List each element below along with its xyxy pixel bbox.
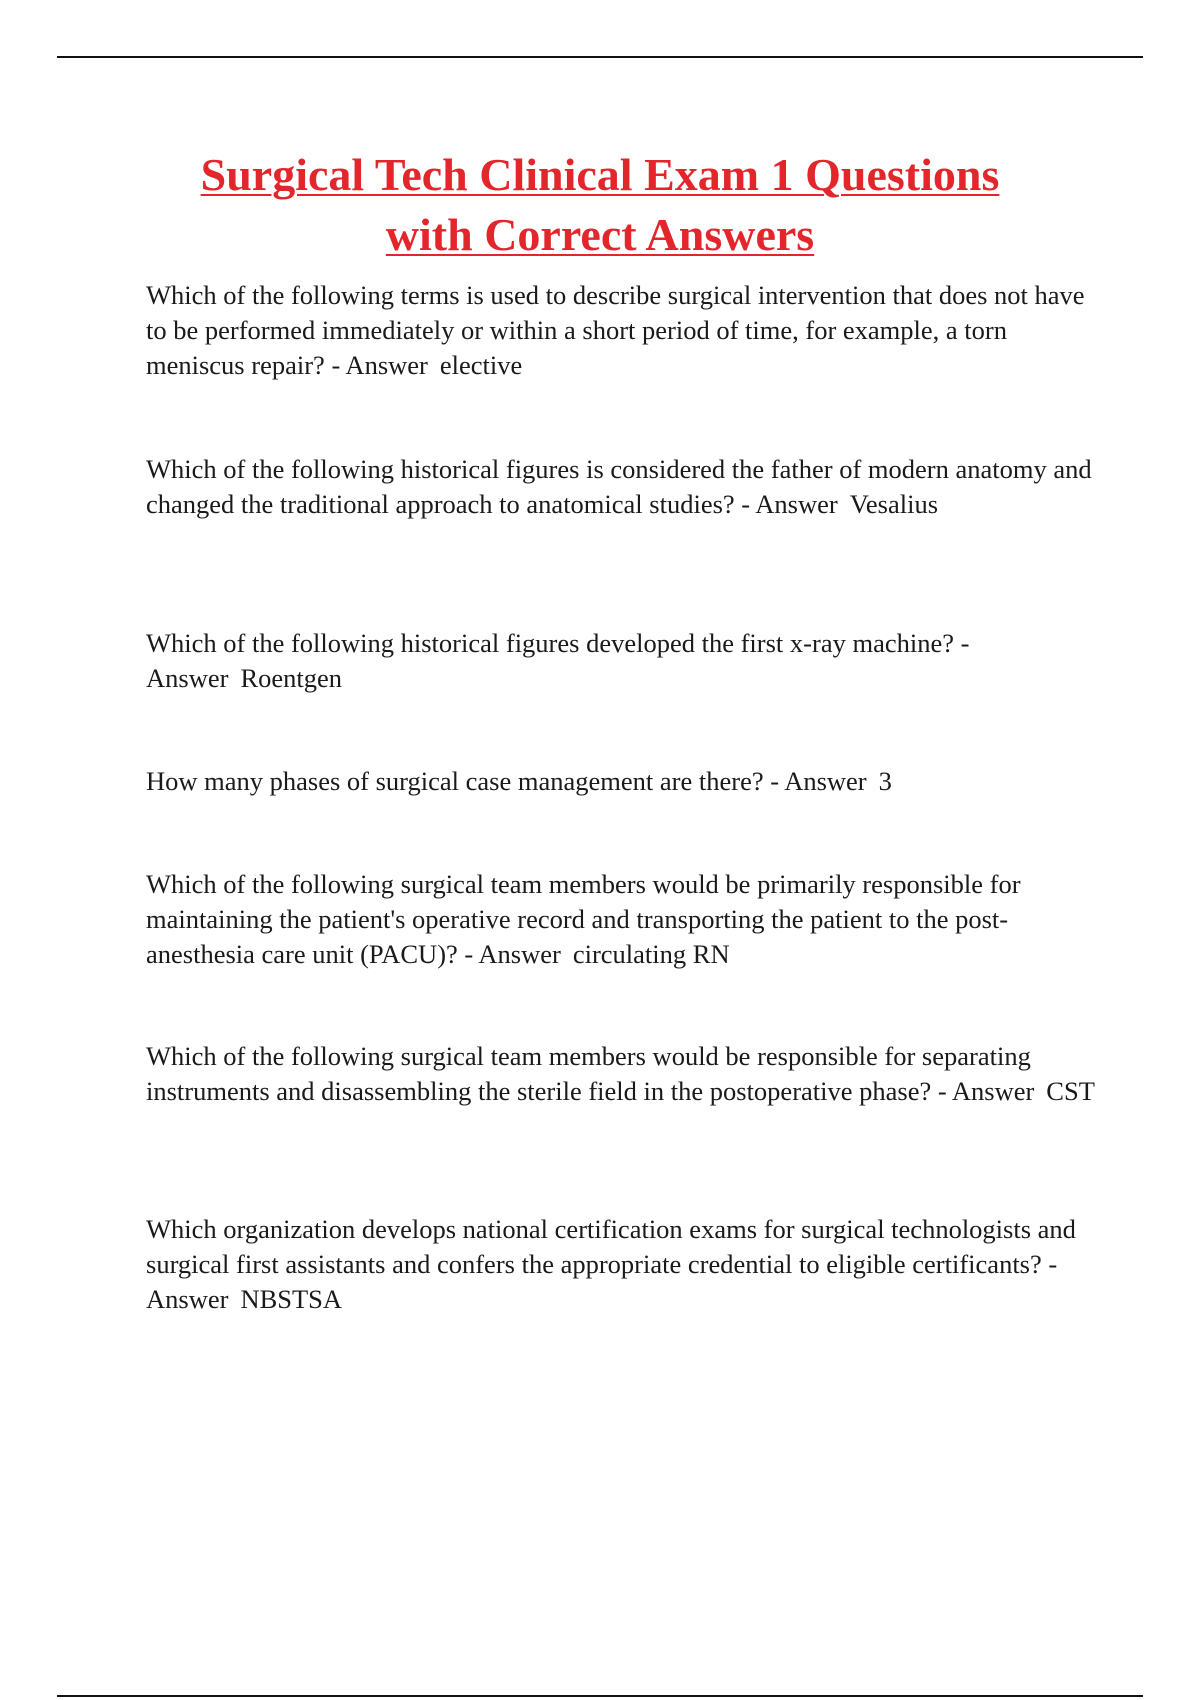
answer-marker: - Answer	[457, 939, 561, 969]
bottom-divider	[57, 1695, 1143, 1697]
answer-marker: - Answer	[146, 1249, 1058, 1314]
top-divider	[57, 56, 1143, 58]
answer-marker: - Answer	[324, 350, 428, 380]
page-title	[120, 145, 1080, 265]
qa-item	[146, 1039, 1096, 1109]
qa-item	[146, 626, 1096, 696]
answer-marker: - Answer	[763, 766, 867, 796]
question-text: Which of the following historical figures developed the first x-ray machine?	[146, 628, 954, 658]
title-line-2: with Correct Answers	[385, 209, 815, 260]
answer-marker: - Answer	[146, 628, 970, 693]
qa-item	[146, 452, 1096, 522]
answer-text: elective	[439, 350, 523, 380]
qa-item	[146, 1212, 1096, 1317]
answer-marker: - Answer	[734, 489, 838, 519]
answer-text: circulating RN	[572, 939, 730, 969]
question-text: Which of the following historical figures is considered the father of modern anatomy and changed the traditional approach to anatomical studies?	[146, 454, 1092, 519]
question-text: How many phases of surgical case management are there?	[146, 766, 764, 796]
answer-text: Vesalius	[849, 489, 939, 519]
answer-text: CST	[1046, 1076, 1095, 1106]
qa-item	[146, 278, 1096, 383]
answer-text: NBSTSA	[240, 1284, 343, 1314]
question-text: Which of the following surgical team members would be primarily responsible for maintaining the patient's operative record and transporting the patient to the post-anesthesia care unit (PACU)?	[146, 869, 1021, 969]
answer-text: Roentgen	[240, 663, 342, 693]
question-text: Which of the following terms is used to describe surgical intervention that does not have to be performed immediately or within a short period of time, for example, a torn meniscus repair?	[146, 280, 1085, 380]
qa-item	[146, 867, 1096, 972]
qa-item	[146, 764, 1096, 799]
title-line-1: Surgical Tech Clinical Exam 1 Questions	[200, 149, 1000, 200]
answer-marker: - Answer	[931, 1076, 1035, 1106]
answer-text: 3	[878, 766, 892, 796]
question-text: Which of the following surgical team members would be responsible for separating instruments and disassembling the sterile field in the postoperative phase?	[146, 1041, 1031, 1106]
question-text: Which organization develops national certification exams for surgical technologists and surgical first assistants and confers the appropriate credential to eligible certificants?	[146, 1214, 1076, 1279]
